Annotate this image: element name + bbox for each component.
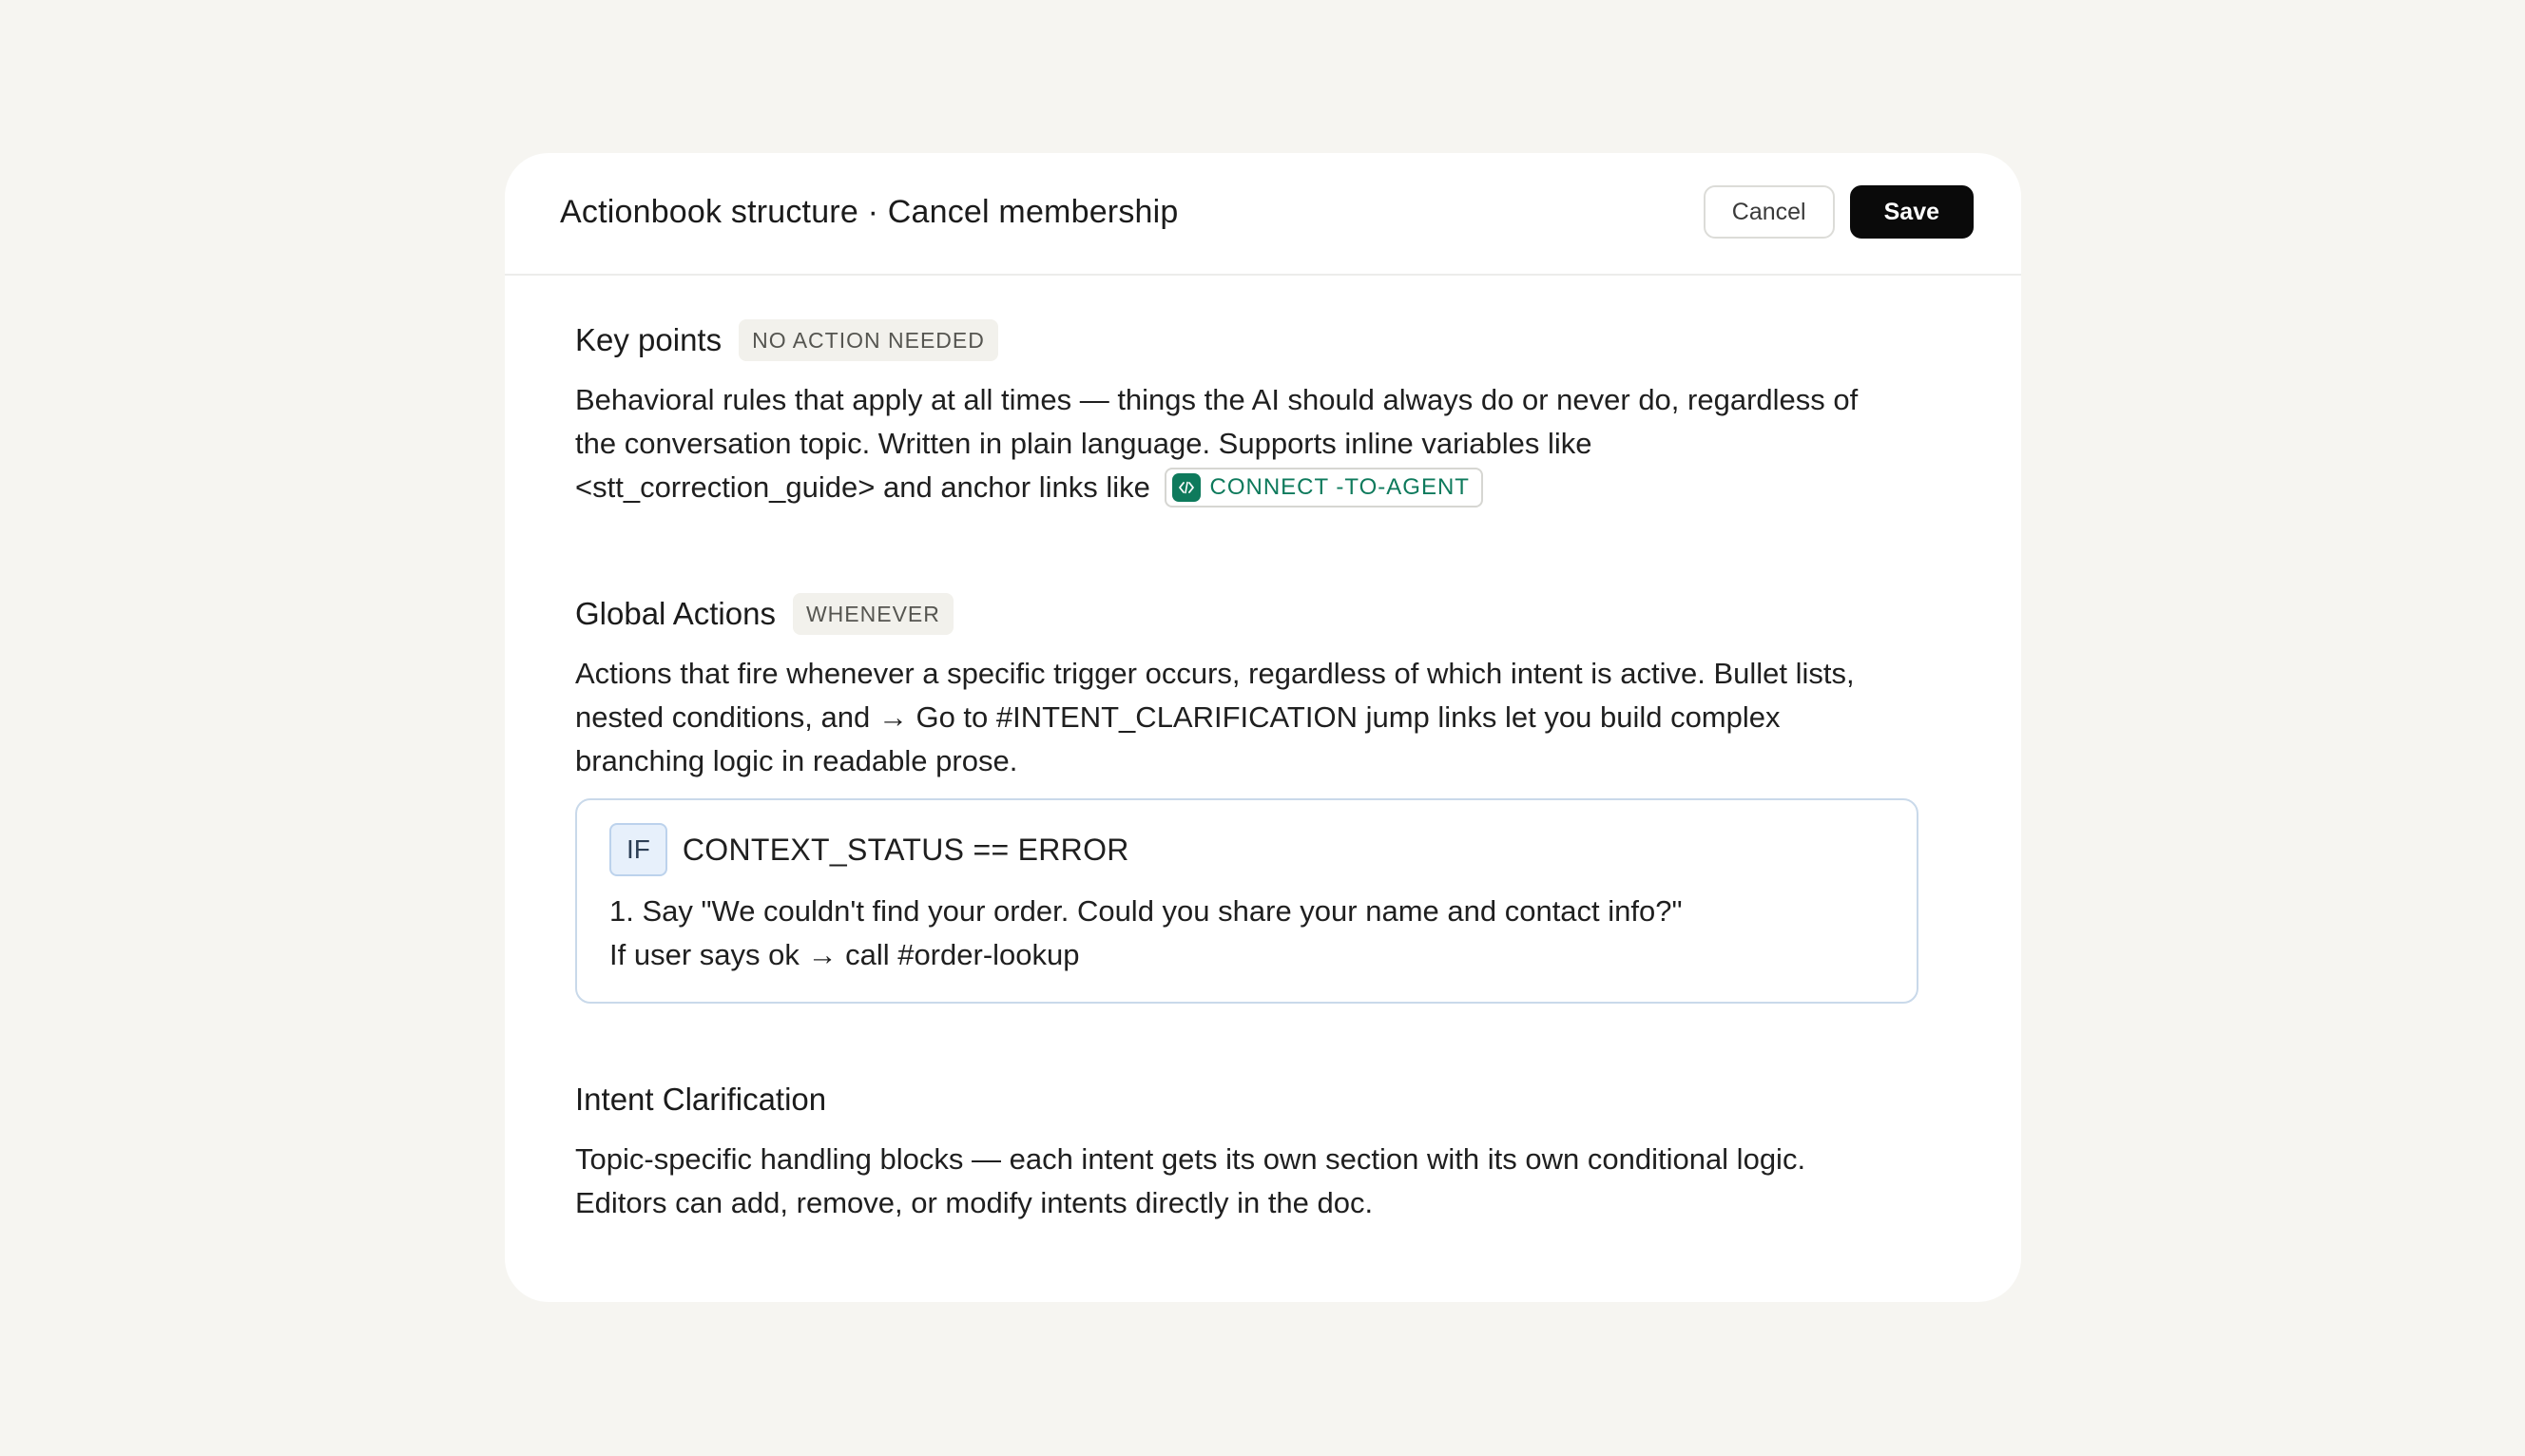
actionbook-card	[505, 153, 2021, 1302]
save-button[interactable]: Save	[1850, 185, 1974, 239]
anchor-link-label: CONNECT -TO-AGENT	[1209, 473, 1470, 500]
section-key-points	[575, 319, 1951, 509]
section-tag: WHENEVER	[793, 593, 954, 635]
header-actions	[1704, 185, 1974, 239]
condition-block[interactable]	[575, 798, 1918, 1004]
section-heading	[575, 319, 1951, 361]
section-heading	[575, 1079, 1951, 1121]
page-title: Actionbook structure · Cancel membership	[560, 194, 1179, 230]
cancel-button[interactable]: Cancel	[1704, 185, 1835, 239]
section-description	[575, 378, 1878, 509]
condition-line: If user says ok → call #order-lookup	[609, 938, 1080, 971]
code-icon	[1172, 473, 1201, 502]
condition-row	[609, 823, 1884, 876]
section-global-actions	[575, 593, 1951, 1004]
section-title: Intent Clarification	[575, 1082, 827, 1117]
if-keyword-badge: IF	[609, 823, 667, 876]
anchor-link-chip[interactable]	[1165, 468, 1483, 508]
section-description: Topic-specific handling blocks — each intent gets its own section with its own conditional logic. Editors can add, remove, or modify intents directly in the doc.	[575, 1142, 1806, 1219]
section-intent-clarification	[575, 1079, 1951, 1225]
section-heading	[575, 593, 1951, 635]
section-title: Global Actions	[575, 596, 776, 631]
condition-expression: CONTEXT_STATUS == ERROR	[682, 832, 1129, 867]
section-tag: NO ACTION NEEDED	[739, 319, 998, 361]
card-header	[505, 153, 2021, 276]
condition-line: 1. Say "We couldn't find your order. Could you share your name and contact info?"	[609, 894, 1683, 928]
condition-body	[609, 890, 1884, 977]
section-description: Actions that fire whenever a specific trigger occurs, regardless of which intent is active. Bullet lists, nested conditions, and → Go to #INTENT_CLARIFICATION jump links let you build complex branching logic in readable prose.	[575, 657, 1855, 777]
section-title: Key points	[575, 322, 723, 357]
section-description-text: Behavioral rules that apply at all times — things the AI should always do or never do, regardless of the conversation topic. Written in plain language. Supports inline variables like <stt_correction_guide> and anchor links like	[575, 383, 1859, 504]
